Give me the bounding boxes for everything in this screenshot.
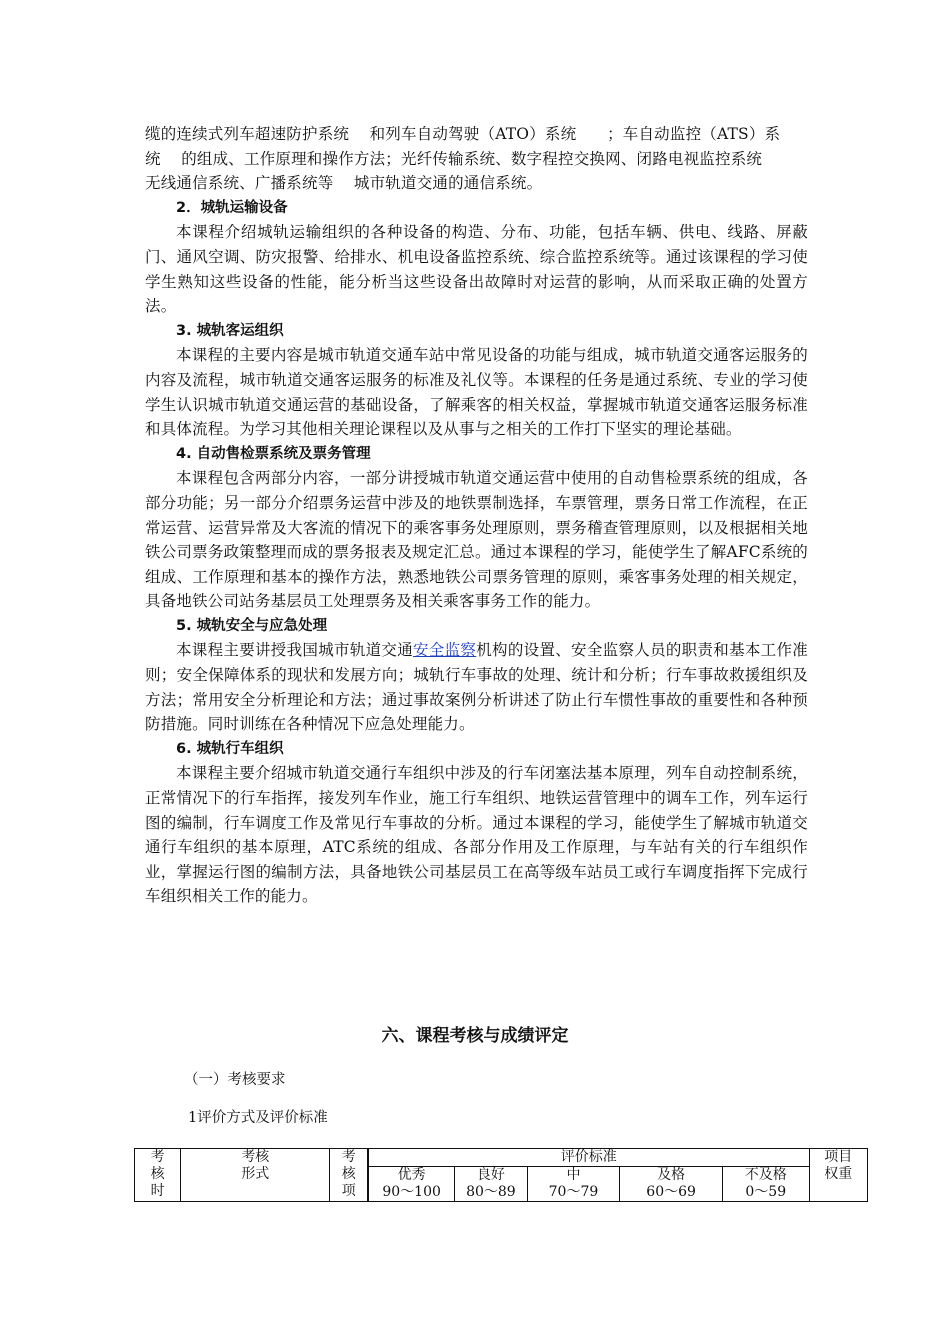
intro-line: 无线通信系统、广播系统等 城市轨道交通的通信系统。 — [145, 174, 543, 193]
header-char: 项 — [341, 1183, 356, 1199]
grade-name: 及格 — [657, 1167, 686, 1183]
grade-name: 优秀 — [397, 1167, 426, 1183]
grade-medium — [527, 1167, 620, 1202]
grade-range: 80～89 — [466, 1184, 516, 1200]
grade-name: 中 — [566, 1167, 581, 1183]
document-body — [145, 122, 808, 909]
course-description: 本课程的主要内容是城市轨道交通车站中常见设备的功能与组成，城市轨道交通客运服务的内容及流程，城市轨道交通客运服务的标准及礼仪等。本课程的任务是通过系统、专业的学习使学生认识城市轨道交通运营的基础设备，了解乘客的相关权益，掌握城市轨道交通客运服务标准和具体流程。为学习其他相关理论课程以及从事与之相关的工作打下坚实的理论基础。 — [145, 346, 808, 439]
course-description — [145, 638, 808, 736]
course-heading: 5. 城轨安全与应急处理 — [176, 617, 328, 634]
header-text: 项目 — [824, 1149, 853, 1165]
course-text-part: 机构的设置、安全监察人员的职责和基本工作准则；安全保障体系的现状和发展方向；城轨行车事故的处理、统计和分析；行车事故救援组织及方法；常用安全分析理论和方法；通过事故案例分析讲述了防止行车惯性事故的重要性和各种预防措施。同时训练在各种情况下应急处理能力。 — [145, 641, 808, 734]
subsection-title: 1评价方式及评价标准 — [188, 1110, 328, 1126]
course-description: 本课程介绍城轨运输组织的各种设备的构造、分布、功能，包括车辆、供电、线路、屏蔽门、通风空调、防灾报警、给排水、机电设备监控系统、综合监控系统等。通过该课程的学习使学生熟知这些设备的性能，能分析当这些设备出故障时对运营的影响，从而采取正确的处置方法。 — [145, 223, 808, 316]
course-heading: 3. 城轨客运组织 — [176, 322, 284, 339]
grade-range: 0～59 — [745, 1184, 787, 1200]
intro-line: 缆的连续式列车超速防护系统 和列车自动驾驶（ATO）系统 ；车自动监控（ATS）系 — [145, 125, 781, 143]
header-text: 形式 — [241, 1166, 270, 1182]
header-assessment-time — [135, 1149, 181, 1202]
intro-line: 统 的组成、工作原理和操作方法；光纤传输系统、数字程控交换网、闭路电视监控系统 — [145, 149, 763, 168]
course-heading: 2．城轨运输设备 — [176, 199, 288, 216]
header-char: 考 — [341, 1149, 356, 1165]
grade-name: 不及格 — [744, 1167, 787, 1183]
grade-name: 良好 — [476, 1167, 505, 1183]
grade-good — [455, 1167, 527, 1202]
grade-range: 70～79 — [548, 1184, 599, 1200]
course-heading: 4. 自动售检票系统及票务管理 — [176, 445, 371, 462]
header-text: 考核 — [241, 1149, 270, 1165]
section-title: 六、课程考核与成绩评定 — [381, 1026, 569, 1046]
grade-fail — [722, 1167, 809, 1202]
course-text-part: 本课程主要讲授我国城市轨道交通 — [176, 641, 414, 660]
header-assessment-form — [181, 1149, 330, 1202]
evaluation-table — [134, 1148, 868, 1202]
course-description: 本课程主要介绍城市轨道交通行车组织中涉及的行车闭塞法基本原理，列车自动控制系统，正常情况下的行车指挥，接发列车作业，施工行车组织、地铁运营管理中的调车工作，列车运行图的编制，行车调度工作及常见行车事故的分析。通过本课程的学习，能使学生了解城市轨道交通行车组织的基本原理，ATC系统的组成、各部分作用及工作原理，与车站有关的行车组织作业，掌握运行图的编制方法，具备地铁公司基层员工在高等级车站员工或行车调度指挥下完成行车组织相关工作的能力。 — [145, 764, 808, 906]
grade-range: 60～69 — [646, 1184, 696, 1200]
safety-supervision-link[interactable]: 安全监察 — [413, 641, 477, 660]
header-char: 时 — [150, 1183, 165, 1199]
grade-range: 90～100 — [382, 1184, 441, 1200]
header-char: 核 — [150, 1166, 165, 1182]
grade-pass — [620, 1167, 723, 1202]
header-criteria: 评价标准 — [368, 1149, 809, 1167]
grade-excellent — [368, 1167, 455, 1202]
header-char: 核 — [341, 1166, 356, 1182]
course-description: 本课程包含两部分内容，一部分讲授城市轨道交通运营中使用的自动售检票系统的组成，各部分功能；另一部分介绍票务运营中涉及的地铁票制选择，车票管理，票务日常工作流程，在正常运营、运营异常及大客流的情况下的乘客事务处理原则，票务稽查管理原则，以及根据相关地铁公司票务政策整理而成的票务报表及规定汇总。通过本课程的学习，能使学生了解AFC系统的组成、工作原理和基本的操作方法，熟悉地铁公司票务管理的原则，乘客事务处理的相关规定，具备地铁公司站务基层员工处理票务及相关乘客事务工作的能力。 — [145, 469, 808, 611]
course-heading: 6. 城轨行车组织 — [176, 740, 284, 757]
header-char: 考 — [150, 1149, 165, 1165]
header-assessment-item — [330, 1149, 368, 1202]
header-weight — [809, 1149, 867, 1202]
subsection-title: （一）考核要求 — [184, 1072, 286, 1088]
header-text: 权重 — [824, 1166, 853, 1182]
